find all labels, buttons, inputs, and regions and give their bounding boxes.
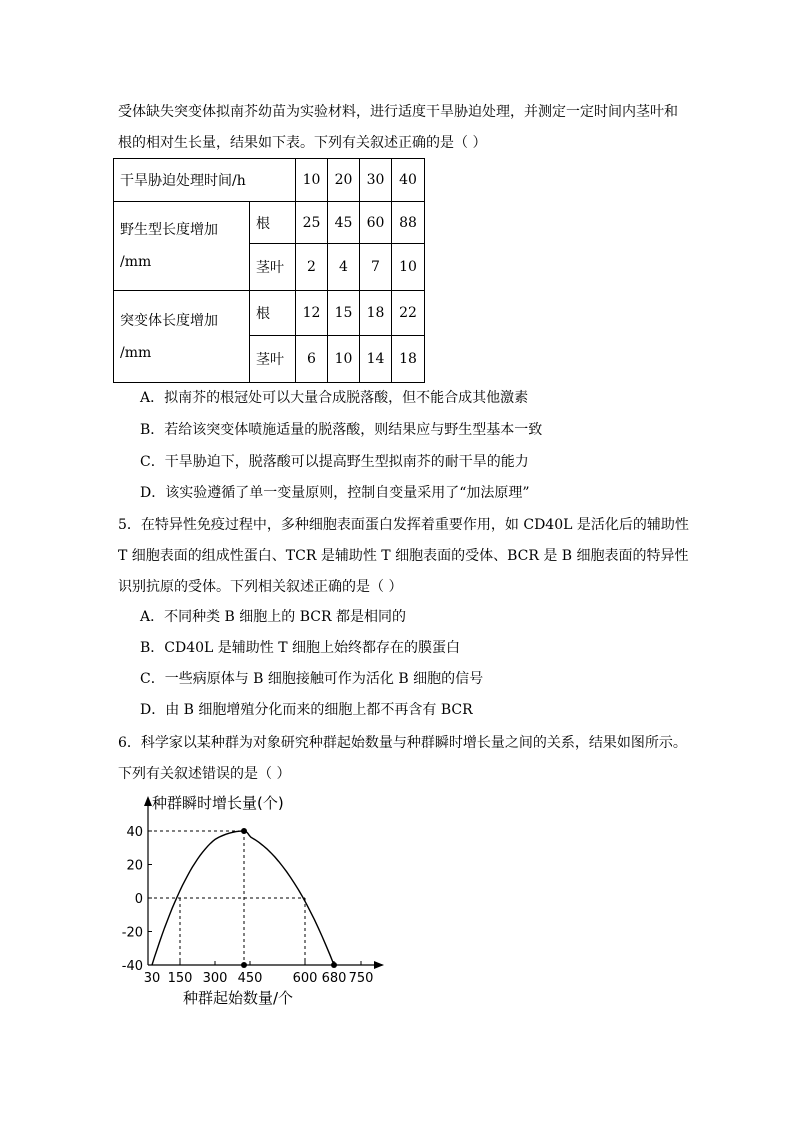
data-point bbox=[241, 962, 247, 968]
wild-type-label-line1: 野生型长度增加 bbox=[120, 222, 218, 238]
x-tick-label: 30 bbox=[143, 971, 161, 986]
table-cell: 10 bbox=[328, 336, 360, 383]
table-header-label: 干旱胁迫处理时间/h bbox=[114, 159, 296, 202]
wild-type-label bbox=[114, 202, 250, 291]
table-cell: 6 bbox=[296, 336, 328, 383]
table-header-row bbox=[114, 159, 425, 202]
q4-option-b: B．若给该突变体喷施适量的脱落酸，则结果应与野生型基本一致 bbox=[140, 422, 543, 438]
table-cell: 18 bbox=[360, 291, 392, 336]
table-time-cell: 20 bbox=[328, 159, 360, 202]
table-row bbox=[114, 202, 425, 244]
q5-option-a: A．不同种类 B 细胞上的 BCR 都是相同的 bbox=[140, 609, 406, 625]
data-point bbox=[331, 962, 337, 968]
table-cell: 10 bbox=[392, 244, 425, 291]
x-tick-label: 680 bbox=[321, 971, 347, 986]
y-tick-label: 0 bbox=[134, 892, 143, 907]
data-point bbox=[241, 828, 247, 834]
q4-option-a: A．拟南芥的根冠处可以大量合成脱落酸，但不能合成其他激素 bbox=[140, 390, 529, 406]
table-cell: 15 bbox=[328, 291, 360, 336]
table-cell: 18 bbox=[392, 336, 425, 383]
x-tick-label: 450 bbox=[237, 971, 263, 986]
table-cell: 4 bbox=[328, 244, 360, 291]
q4-stem-line-2: 根的相对生长量，结果如下表。下列有关叙述正确的是（ ） bbox=[118, 135, 487, 151]
table-time-cell: 40 bbox=[392, 159, 425, 202]
mutant-label-line2: /mm bbox=[120, 344, 152, 361]
x-tick-label: 300 bbox=[202, 971, 228, 986]
q5-stem-line-2: T 细胞表面的组成性蛋白、TCR 是辅助性 T 细胞表面的受体、BCR 是 B 细胞表面的特异性 bbox=[118, 548, 689, 564]
root-label: 根 bbox=[250, 202, 296, 244]
q5-option-b: B．CD40L 是辅助性 T 细胞上始终都存在的膜蛋白 bbox=[140, 640, 461, 656]
stem-leaf-label: 茎叶 bbox=[250, 244, 296, 291]
x-tick-label: 600 bbox=[292, 971, 318, 986]
x-axis-label: 种群起始数量/个 bbox=[183, 989, 294, 1007]
x-tick-label: 150 bbox=[167, 971, 193, 986]
q4-option-c: C．干旱胁迫下，脱落酸可以提高野生型拟南芥的耐干旱的能力 bbox=[140, 454, 529, 470]
table-cell: 45 bbox=[328, 202, 360, 244]
population-growth-chart bbox=[110, 790, 400, 1015]
q4-stem-line-1: 受体缺失突变体拟南芥幼苗为实验材料，进行适度干旱胁迫处理，并测定一定时间内茎叶和 bbox=[118, 104, 678, 120]
x-axis-arrow bbox=[374, 961, 384, 969]
y-tick-label: -40 bbox=[121, 959, 143, 974]
q5-option-c: C．一些病原体与 B 细胞接触可作为活化 B 细胞的信号 bbox=[140, 671, 484, 687]
q6-stem-line-1: 6．科学家以某种群为对象研究种群起始数量与种群瞬时增长量之间的关系，结果如图所示。 bbox=[118, 735, 687, 751]
table-cell: 14 bbox=[360, 336, 392, 383]
table-cell: 12 bbox=[296, 291, 328, 336]
table-time-cell: 10 bbox=[296, 159, 328, 202]
table-row bbox=[114, 291, 425, 336]
mutant-label bbox=[114, 291, 250, 383]
table-cell: 60 bbox=[360, 202, 392, 244]
y-tick-label: 20 bbox=[126, 858, 143, 874]
q4-option-d: D．该实验遵循了单一变量原则，控制自变量采用了“加法原理” bbox=[140, 485, 530, 501]
x-tick-label: 750 bbox=[348, 971, 374, 986]
q5-option-d: D．由 B 细胞增殖分化而来的细胞上都不再含有 BCR bbox=[140, 702, 473, 718]
stem-leaf-label: 茎叶 bbox=[250, 336, 296, 383]
guide-lines bbox=[148, 831, 305, 965]
q6-stem-line-2: 下列有关叙述错误的是（ ） bbox=[118, 766, 291, 782]
table-cell: 88 bbox=[392, 202, 425, 244]
table-cell: 2 bbox=[296, 244, 328, 291]
drought-stress-table bbox=[113, 158, 425, 383]
table-cell: 22 bbox=[392, 291, 425, 336]
table-time-cell: 30 bbox=[360, 159, 392, 202]
chart-title: 种群瞬时增长量(个) bbox=[152, 794, 284, 812]
y-axis-arrow bbox=[144, 796, 152, 806]
mutant-label-line1: 突变体长度增加 bbox=[120, 312, 218, 329]
axis-ticks bbox=[122, 825, 374, 986]
y-tick-label: 40 bbox=[126, 825, 143, 840]
q5-stem-line-1: 5．在特异性免疫过程中，多种细胞表面蛋白发挥着重要作用，如 CD40L 是活化后的辅助性 bbox=[118, 517, 689, 533]
y-tick-label: -20 bbox=[121, 925, 143, 941]
table-cell: 25 bbox=[296, 202, 328, 244]
root-label: 根 bbox=[250, 291, 296, 336]
q5-stem-line-3: 识别抗原的受体。下列相关叙述正确的是（ ） bbox=[118, 579, 403, 595]
wild-type-label-line2: /mm bbox=[120, 254, 152, 270]
table-cell: 7 bbox=[360, 244, 392, 291]
